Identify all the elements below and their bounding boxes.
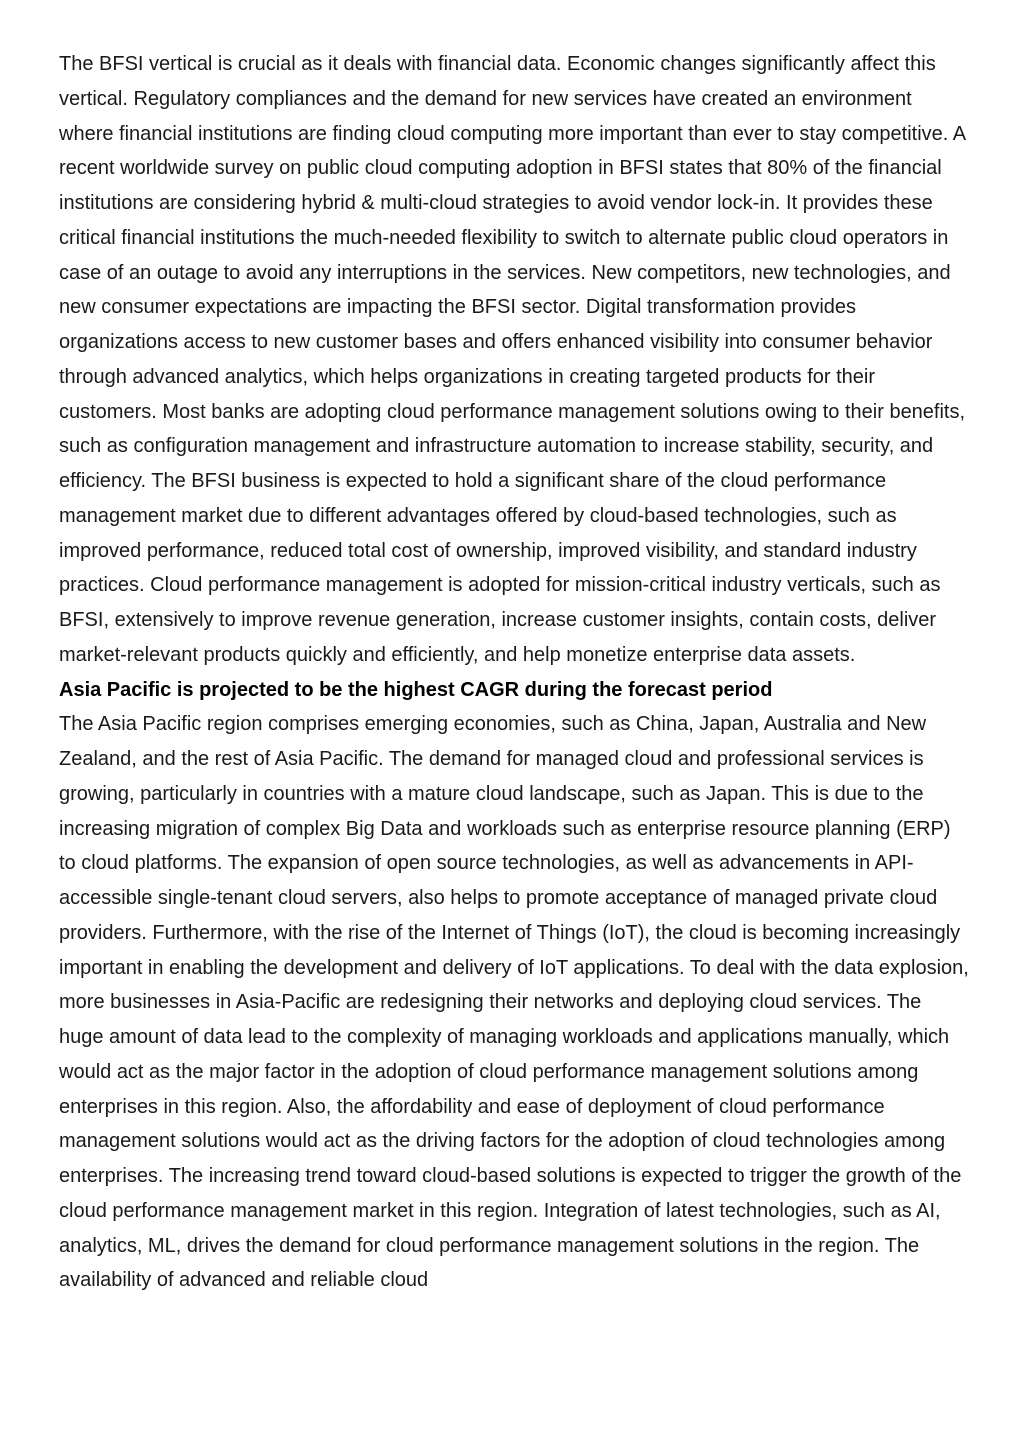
section-heading-asia-pacific: Asia Pacific is projected to be the highest CAGR during the forecast period [59,678,773,701]
paragraph-bfsi: The BFSI vertical is crucial as it deals with financial data. Economic changes significantly affect this vertical. Regulatory compliances and the demand for new services have created an environment where financial institutions are finding cloud computing more important than ever to stay competitive. A recent worldwide survey on public cloud computing adoption in BFSI states that 80% of the financial institutions are considering hybrid & multi-cloud strategies to avoid vendor lock-in. It provides these critical financial institutions the much-needed flexibility to switch to alternate public cloud operators in case of an outage to avoid any interruptions in the services. New competitors, new technologies, and new consumer expectations are impacting the BFSI sector. Digital transformation provides organizations access to new customer bases and offers enhanced visibility into consumer behavior through advanced analytics, which helps organizations in creating targeted products for their customers. Most banks are adopting cloud performance management solutions owing to their benefits, such as configuration management and infrastructure automation to increase stability, security, and efficiency. The BFSI business is expected to hold a significant share of the cloud performance management market due to different advantages offered by cloud-based technologies, such as improved performance, reduced total cost of ownership, improved visibility, and standard industry practices. Cloud performance management is adopted for mission-critical industry verticals, such as BFSI, extensively to improve revenue generation, increase customer insights, contain costs, deliver market-relevant products quickly and efficiently, and help monetize enterprise data assets. [59,53,966,666]
paragraph-asia-pacific: The Asia Pacific region comprises emerging economies, such as China, Japan, Australia and New Zealand, and the rest of Asia Pacific. The demand for managed cloud and professional services is growing, particularly in countries with a mature cloud landscape, such as Japan. This is due to the increasing migration of complex Big Data and workloads such as enterprise resource planning (ERP) to cloud platforms. The expansion of open source technologies, as well as advancements in API-accessible single-tenant cloud servers, also helps to promote acceptance of managed private cloud providers. Furthermore, with the rise of the Internet of Things (IoT), the cloud is becoming increasingly important in enabling the development and delivery of IoT applications. To deal with the data explosion, more businesses in Asia-Pacific are redesigning their networks and deploying cloud services. The huge amount of data lead to the complexity of managing workloads and applications manually, which would act as the major factor in the adoption of cloud performance management solutions among enterprises in this region. Also, the affordability and ease of deployment of cloud performance management solutions would act as the driving factors for the adoption of cloud technologies among enterprises. The increasing trend toward cloud-based solutions is expected to trigger the growth of the cloud performance management market in this region. Integration of latest technologies, such as AI, analytics, ML, drives the demand for cloud performance management solutions in the region. The availability of advanced and reliable cloud [59,713,969,1292]
document-page [59,47,971,1298]
